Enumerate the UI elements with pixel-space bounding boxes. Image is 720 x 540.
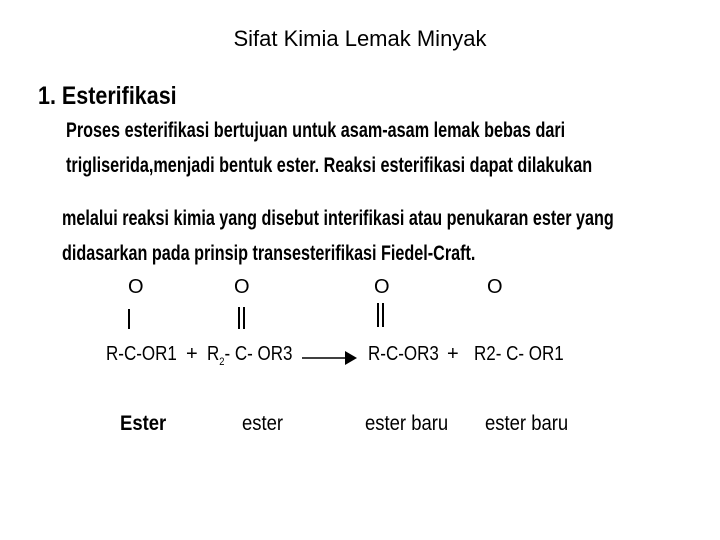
double-bond-line-d [382, 303, 384, 327]
oxygen-label-4: O [487, 276, 503, 298]
double-bond-line-c [377, 303, 379, 327]
plus-sign-1: + [186, 343, 198, 365]
label-ester-bold: Ester [120, 412, 167, 435]
oxygen-label-3: O [374, 276, 390, 298]
double-bond-line-b [243, 307, 245, 329]
reactant-1: R-C-OR1 [106, 343, 177, 365]
plus-sign-2: + [447, 343, 459, 365]
paragraph-line-4: didasarkan pada prinsip transesterifikasi Fiedel-Craft. [62, 242, 476, 265]
paragraph-line-3: melalui reaksi kimia yang disebut interifikasi atau penukaran ester yang [62, 207, 614, 230]
single-bond-line [128, 309, 130, 329]
product-1: R-C-OR3 [368, 343, 439, 365]
oxygen-label-2: O [234, 276, 250, 298]
paragraph-line-2: trigliserida,menjadi bentuk ester. Reaksi esterifikasi dapat dilakukan [66, 154, 593, 177]
section-heading: 1. Esterifikasi [38, 82, 177, 110]
double-bond-line-a [238, 307, 240, 329]
label-ester-baru-2: ester baru [485, 412, 569, 435]
label-ester-baru-1: ester baru [365, 412, 449, 435]
paragraph-line-1: Proses esterifikasi bertujuan untuk asam-asam lemak bebas dari [66, 119, 566, 142]
slide-title: Sifat Kimia Lemak Minyak [233, 26, 487, 51]
oxygen-label-1: O [128, 276, 144, 298]
reaction-arrow-icon [300, 348, 360, 368]
reactant-2: $R_2-$ C- OR3 [207, 343, 293, 368]
product-2: R2- C- OR1 [474, 343, 564, 365]
label-ester: ester [242, 412, 284, 435]
